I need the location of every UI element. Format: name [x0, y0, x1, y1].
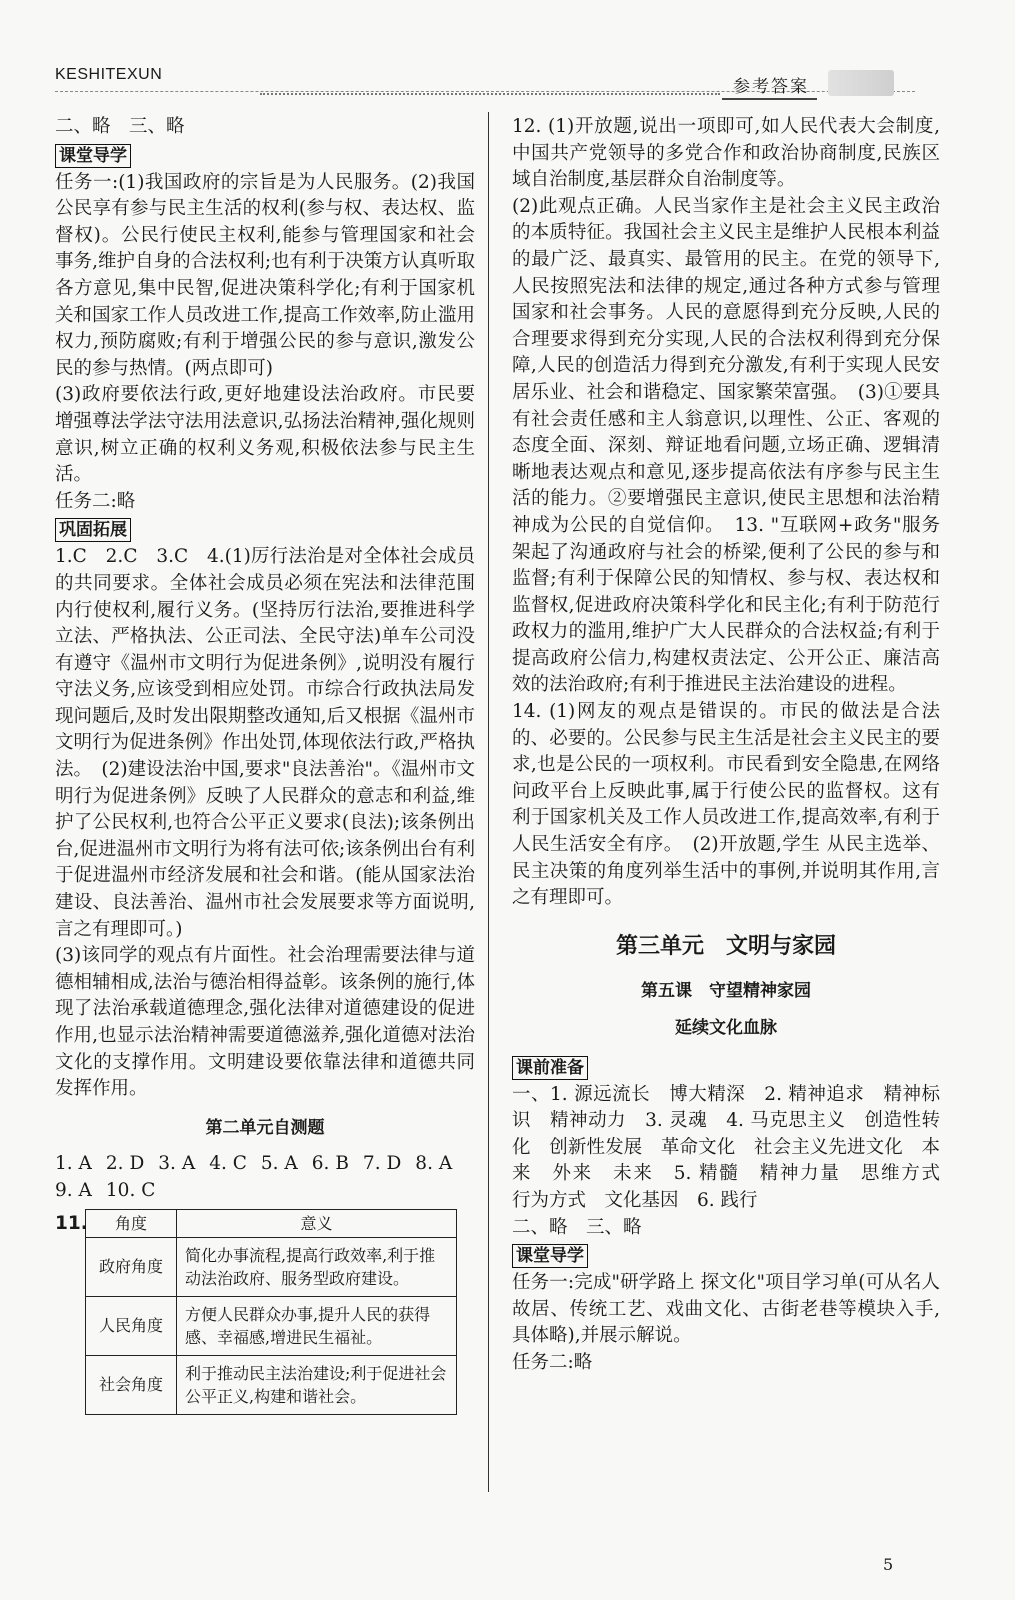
consolidate-part3: (3)该同学的观点有片面性。社会治理需要法律与道德相辅相成,法治与德治相得益彰。该条例的施行,体现了法治承载道德理念,强化法律对道德建设的促进作用,也显示法治精神需要道德滋养,强化道德对法治文化的支撑作用。文明建设要依靠法律和道德共同发挥作用。 [55, 945, 475, 1100]
answer-line: 二、略 三、略 [55, 116, 185, 137]
answer-item: 10. C [105, 1179, 156, 1201]
answer-item: 1. A [55, 1153, 92, 1175]
section-heading-guide: 课堂导学 [55, 144, 131, 168]
table-header-cell: 角度 [86, 1209, 177, 1237]
section-heading-consolidate: 巩固拓展 [55, 518, 131, 542]
table-row [86, 1296, 457, 1355]
section-heading-prepare: 课前准备 [512, 1056, 588, 1080]
header-dotted-line [260, 93, 720, 95]
header-title: 参考答案 [733, 77, 809, 97]
prepare-answers: 一、1. 源远流长 博大精深 2. 精神追求 精神标识 精神动力 3. 灵魂 4. 马克思主义 创造性转化 创新性发展 革命文化 社会主义先进文化 本来 外来 未来 5. 精髓 精神力量 思维方式 行为方式 文化基因 6. 践行 [512, 1083, 959, 1211]
task-one-text: 任务一:(1)我国政府的宗旨是为人民服务。(2)我国公民享有参与民主生活的权利(参与权、表达权、监督权)。公民行使民主权利,能参与管理国家和社会事务,维护自身的合法权利;也有利于决策方认真听取各方意见,集中民智,促进决策科学化;有利于国家机关和国家工作人员改进工作,提高工作效率,防止滥用权力,预防腐败;有利于增强公民的参与意识,激发公民的参与热情。(两点即可) [55, 171, 475, 379]
table-header-row [86, 1209, 457, 1237]
answer-row-1 [55, 1151, 475, 1178]
prepare-other: 二、略 三、略 [512, 1216, 642, 1238]
q12-part2-q13: (2)此观点正确。人民当家作主是社会主义民主政治的本质特征。我国社会主义民主是维护人民根本利益的最广泛、最真实、最管用的民主。在党的领导下,人民按照宪法和法律的规定,通过各种方式参与管理国家和社会事务。人民的意愿得到充分反映,人民的合理要求得到充分实现,人民的合法权利得到充分保障,人民的创造活力得到充分激发,有利于实现人民安居乐业、社会和谐稳定、国家繁荣富强。 (3)①要具有社会责任感和主人翁意识,以理性、公正、客观的态度全面、深刻、辩证地看问题,立场正确、逻辑清晰地表达观点和意见,逐步提高依法有序参与民主生活的能力。②要增强民主意识,使民主思想和法治精神成为公民的自觉信仰。 13. "互联网+政务"服务架起了沟通政府与社会的桥梁,便利了公民的参与和监督;有利于保障公民的知情权、参与权、表达权和监督权,促进政府决策科学化和民主化;有利于防范行政权力的滥用,维护广大人民群众的合法权益;有利于提高政府公信力,构建权责法定、公开公正、廉洁高效的法治政府;有利于推进民主法治建设的进程。 [512, 195, 940, 696]
left-column [55, 114, 475, 1415]
table-cell-angle: 人民角度 [86, 1296, 177, 1355]
header-title-underline [722, 98, 817, 100]
answer-item: 3. A [158, 1153, 196, 1175]
question-number: 11. [55, 1212, 88, 1234]
answer-item: 7. D [362, 1153, 402, 1175]
answer-item: 9. A [55, 1179, 92, 1201]
q11-table-block [55, 1209, 475, 1415]
answer-item: 4. C [209, 1153, 247, 1175]
unit-title: 第三单元 文明与家园 [615, 933, 836, 959]
table-cell-meaning: 方便人民群众办事,提升人民的获得感、幸福感,增进民生福祉。 [177, 1296, 457, 1355]
q12-part1: 12. (1)开放题,说出一项即可,如人民代表大会制度,中国共产党领导的多党合作和政治协商制度,民族区域自治制度,基层群众自治制度等。 [512, 116, 940, 191]
brand-name: KESHITEXUN [55, 66, 163, 83]
table-row [86, 1237, 457, 1296]
table-cell-meaning: 简化办事流程,提高行政效率,利于推动法治政府、服务型政府建设。 [177, 1237, 457, 1296]
task-two-text: 任务二:略 [512, 1351, 593, 1373]
column-divider [488, 112, 489, 1492]
answer-item: 5. A [260, 1153, 298, 1175]
consolidate-answers: 1.C 2.C 3.C 4.(1)厉行法治是对全体社会成员的共同要求。全体社会成员必须在宪法和法律范围内行使权利,履行义务。(坚持厉行法治,要推进科学立法、严格执法、公正司法、全民守法)单车公司没有遵守《温州市文明行为促进条例》,说明没有履行守法义务,应该受到相应处罚。市综合行政执法局发现问题后,及时发出限期整改通知,后又根据《温州市文明行为促进条例》作出处罚,体现依法行政,严格执法。 (2)建设法治中国,要求"良法善治"。《温州市文明行为促进条例》反映了人民群众的意志和利益,维护了公民权利,也符合公平正义要求(良法);该条例出台,促进温州市文明行为将有法可依;该条例出台有利于促进温州市经济发展和社会和谐。(能从国家法治建设、良法善治、温州市社会发展要求等方面说明,言之有理即可。) [55, 546, 475, 940]
section-heading-guide: 课堂导学 [512, 1244, 588, 1268]
answer-row-2 [55, 1178, 475, 1205]
meaning-table [85, 1209, 457, 1415]
table-cell-angle: 政府角度 [86, 1237, 177, 1296]
task-two-text: 任务二:略 [55, 490, 136, 512]
lesson-title: 第五课 守望精神家园 [641, 981, 811, 1002]
task-one-part3: (3)政府要依法行政,更好地建设法治政府。市民要增强尊法学法守法用法意识,弘扬法治精神,强化规则意识,树立正确的权利义务观,积极依法参与民主生活。 [55, 384, 475, 486]
answer-item: 2. D [105, 1153, 145, 1175]
table-cell-meaning: 利于推动民主法治建设;利于促进社会公平正义,构建和谐社会。 [177, 1355, 457, 1414]
watermark-logo [818, 1535, 988, 1590]
table-cell-angle: 社会角度 [86, 1355, 177, 1414]
header-logo-badge [828, 70, 894, 96]
table-row [86, 1355, 457, 1414]
answer-item: 6. B [311, 1153, 349, 1175]
table-header-cell: 意义 [177, 1209, 457, 1237]
task-one-text: 任务一:完成"研学路上 探文化"项目学习单(可从名人故居、传统工艺、戏曲文化、古街老巷等模块入手,具体略),并展示解说。 [512, 1272, 940, 1347]
page-header [0, 0, 1015, 100]
answer-item: 8. A [415, 1153, 453, 1175]
lesson-subtitle: 延续文化血脉 [675, 1018, 777, 1038]
right-column [512, 114, 959, 1377]
page-number: 5 [883, 1555, 894, 1574]
q14-text: 14. (1)网友的观点是错误的。市民的做法是合法的、必要的。公民参与民主生活是社会主义民主的要求,也是公民的一项权利。市民看到安全隐患,在网络问政平台上反映此事,属于行使公民的监督权。这有利于国家机关及工作人员改进工作,提高效率,有利于人民生活安全有序。 (2)开放题,学生 从民主选举、民主决策的角度列举生活中的事例,并说明其作用,言之有理即可。 [512, 701, 940, 909]
unit-test-title: 第二单元自测题 [205, 1117, 325, 1138]
